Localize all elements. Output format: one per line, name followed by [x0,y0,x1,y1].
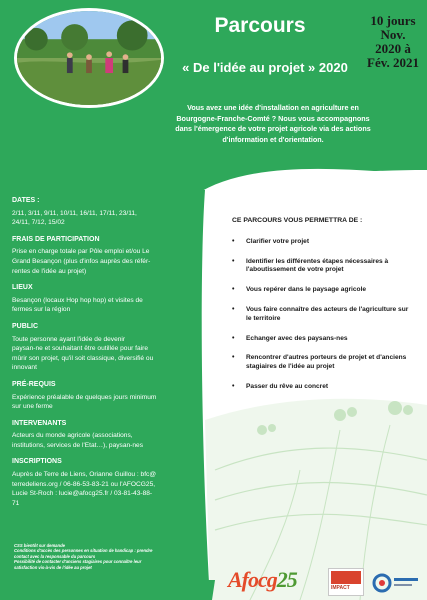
benefit-item: • Identifier les différentes étapes nécessaires à l'aboutissement de votre projet [232,258,414,276]
partner-logo-shape [331,571,361,584]
section-text: Toute personne ayant l'idée de devenir paysan-ne et souhaitant être outillée pour faire mûrir son projet, qu'il soit classique, diversifié ou innovant [12,335,154,372]
section-text: 2/11, 3/11, 9/11, 10/11, 16/11, 17/11, 23/11, 24/11, 7/12, 15/02 [12,209,137,227]
benefit-item: • Vous faire connaître des acteurs de l'agriculture sur le territoire [232,306,414,324]
section-audience [12,322,192,373]
benefit-item: • Vous repérer dans le paysage agricole [232,286,414,295]
section-fees [12,235,192,276]
benefit-item: • Clarifier votre projet [232,238,414,247]
benefits-box [232,217,414,403]
section-prerequisites [12,380,192,412]
section-registration [12,457,192,508]
footer-note: CSS bientôt sur demande Conditions d'accès des personnes en situation de handicap : prendre contact avec la responsable du parcours Possibilité de contacter d'anciens stagiaires pour connaître leur satisfaction vis-à-vis de l'idée au projet [14,543,153,570]
section-dates [12,196,192,228]
benefit-item: • Echanger avec des paysans-nes [232,335,414,344]
afocg-logo [228,567,297,593]
partner-logo-impact [328,568,364,596]
dates-badge-line: 10 jours [370,13,416,28]
section-title: LIEUX [12,284,33,292]
section-title: PUBLIC [12,322,39,330]
benefit-item: • Passer du rêve au concret [232,383,414,392]
section-title: DATES : [12,197,40,204]
flyer-subtitle: « De l'idée au projet » 2020 [182,60,348,75]
section-places [12,283,192,315]
section-speakers [12,419,192,451]
section-title: INSCRIPTIONS [12,458,62,466]
partner-logo-text: IMPACT [331,585,350,591]
intro-text: Vous avez une idée d'installation en agriculture en Bourgogne-Franche-Comté ? Nous vous accompagnons dans l'émergence de votre projet agricole via des actions d'information et d'orientation. [175,103,371,144]
info-column [12,196,192,515]
benefits-title: CE PARCOURS VOUS PERMETTRA DE : [232,217,363,224]
afocg-logo-number: 25 [276,567,297,592]
section-text: Expérience préalable de quelques jours minimum sur une ferme [12,393,157,411]
dates-badge [362,14,424,70]
benefit-item: • Rencontrer d'autres porteurs de projet et d'anciens stagiaires de l'idée au projet [232,354,414,372]
section-title: FRAIS DE PARTICIPATION [12,235,100,243]
dates-badge-line: Nov. [380,27,406,42]
bottom-green-strip [0,580,215,600]
afocg-logo-text: Afocg [228,567,277,592]
grand-besancon-logo [372,570,422,596]
section-title: INTERVENANTS [12,419,67,427]
section-text: Besançon (locaux Hop hop hop) et visites de fermes sur la région [12,296,143,314]
section-text: Auprès de Terre de Liens, Orianne Guillou : bfc@ terredeliens.org / 06-86-53-83-21 ou l'AFOCG25, Lucie St-Roch : lucie@afocg25.fr / 03-81-43-88- 71 [12,471,157,507]
section-text: Acteurs du monde agricole (associations, institutions, services de l'Etat…), paysan-nes [12,432,143,449]
section-title: PRÉ-REQUIS [12,380,56,388]
dates-badge-line: Fév. 2021 [367,55,419,70]
field-photo [14,8,164,108]
dates-badge-line: 2020 à [375,41,411,56]
benefits-list [232,238,414,392]
section-text: Prise en charge totale par Pôle emploi et/ou Le Grand Besançon (plus d'infos auprès des référ- rentes de l'idée au projet) [12,248,151,275]
partner-logos [220,560,427,600]
flyer-title: Parcours [214,14,306,37]
